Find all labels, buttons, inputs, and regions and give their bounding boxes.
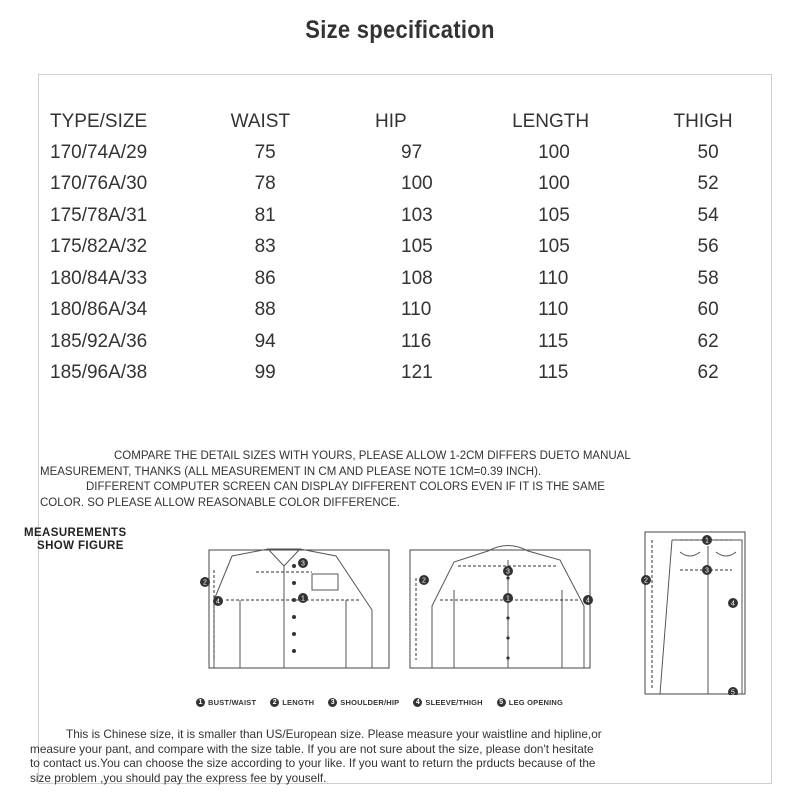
cell-hip: 103 (401, 204, 433, 226)
cell-waist: 94 (254, 330, 276, 352)
table-row (50, 358, 800, 390)
figure-legend (196, 698, 563, 707)
cell-thigh: 60 (697, 299, 719, 321)
cell-waist: 86 (254, 267, 276, 289)
cell-size: 185/92A/36 (50, 330, 148, 352)
header-type-size: TYPE/SIZE (50, 111, 148, 132)
cell-size: 185/96A/38 (50, 362, 148, 384)
note-line: COLOR. SO PLEASE ALLOW REASONABLE COLOR DIFFERENCE. (40, 496, 400, 509)
table-row (50, 326, 800, 358)
pants-outline (660, 537, 742, 694)
cell-length: 115 (538, 330, 569, 352)
header-waist: WAIST (230, 111, 291, 132)
cell-thigh: 50 (697, 141, 719, 163)
cell-hip: 121 (401, 362, 433, 384)
cell-hip: 105 (401, 236, 433, 258)
marker-4-label: 4 (586, 597, 590, 605)
marker-2-label: 2 (644, 577, 648, 585)
cell-length: 110 (538, 267, 569, 289)
cell-thigh: 62 (697, 330, 719, 352)
table-row (50, 169, 800, 201)
legend-item (413, 698, 482, 707)
cell-hip: 110 (401, 299, 432, 321)
legend-item (328, 698, 399, 707)
header-thigh: THIGH (673, 111, 733, 132)
cell-thigh: 56 (697, 236, 719, 258)
legend-item (196, 698, 256, 707)
cell-size: 180/84A/33 (50, 267, 148, 289)
notes-block (40, 449, 770, 511)
note-line: MEASUREMENT, THANKS (ALL MEASUREMENT IN CM AND PLEASE NOTE 1CM=0.39 INCH). (40, 465, 542, 478)
marker-1-label: 1 (301, 595, 305, 603)
legend-number: 1 (196, 698, 205, 707)
marker-2-label: 2 (422, 577, 426, 585)
marker-3-label: 3 (301, 560, 305, 568)
cell-waist: 99 (254, 362, 276, 384)
shirt-pocket (312, 574, 338, 590)
cell-length: 100 (538, 141, 570, 163)
cell-thigh: 52 (697, 173, 719, 195)
table-row (50, 263, 800, 295)
figure-markers (200, 535, 738, 695)
header-length: LENGTH (512, 111, 590, 132)
legend-label: LENGTH (282, 698, 315, 707)
cell-length: 105 (538, 204, 570, 226)
note-line: DIFFERENT COMPUTER SCREEN CAN DISPLAY DIFFERENT COLORS EVEN IF IT IS THE SAME (86, 481, 605, 494)
legend-label: SLEEVE/THIGH (425, 698, 483, 707)
legend-number: 4 (413, 698, 422, 707)
table-row (50, 232, 800, 264)
cell-length: 110 (538, 299, 569, 321)
shirt-buttons (292, 564, 296, 653)
pants-frame (645, 532, 745, 694)
cell-size: 175/82A/32 (50, 236, 148, 258)
cell-waist: 81 (254, 204, 276, 226)
marker-1-label: 1 (506, 595, 510, 603)
measurement-figures (0, 525, 800, 695)
cell-size: 175/78A/31 (50, 204, 148, 226)
table-row (50, 295, 800, 327)
cell-thigh: 54 (697, 204, 719, 226)
legend-number: 2 (270, 698, 279, 707)
cell-size: 170/76A/30 (50, 173, 148, 195)
pants-figure (645, 532, 745, 694)
size-table (50, 107, 800, 389)
cell-hip: 97 (401, 141, 423, 163)
legend-item (270, 698, 314, 707)
jacket-frame (410, 550, 590, 668)
marker-5-label: 5 (731, 689, 735, 695)
footer-line: This is Chinese size, it is smaller than US/European size. Please measure your waistline and hipline,or (66, 727, 602, 741)
shirt-collar (268, 549, 300, 566)
table-row (50, 137, 800, 169)
cell-waist: 75 (254, 141, 276, 163)
shirt-frame (209, 550, 389, 668)
legend-label: SHOULDER/HIP (340, 698, 400, 707)
marker-2-label: 2 (203, 579, 207, 587)
legend-item (497, 698, 563, 707)
footer-line: measure your pant, and compare with the size table. If you are not sure about the size, please don't hesitate (30, 741, 594, 756)
header-hip: HIP (375, 111, 407, 132)
footer-note (30, 727, 790, 785)
table-row (50, 200, 800, 232)
footer-line: to contact us.You can choose the size according to your like. If you want to return the prducts because of the (30, 756, 596, 771)
jacket-figure (410, 546, 590, 669)
marker-1-label: 1 (705, 537, 709, 545)
footer-line: size problem ,you should pay the express fee by youself. (30, 770, 327, 785)
legend-number: 5 (497, 698, 506, 707)
cell-waist: 88 (254, 299, 276, 321)
shirt-figure (209, 549, 389, 668)
legend-number: 3 (328, 698, 337, 707)
pants-pocket (680, 552, 700, 556)
marker-4-label: 4 (216, 598, 220, 606)
note-line: COMPARE THE DETAIL SIZES WITH YOURS, PLEASE ALLOW 1-2CM DIFFERS DUETO MANUAL (114, 450, 631, 462)
cell-length: 100 (538, 173, 570, 195)
cell-size: 180/86A/34 (50, 299, 148, 321)
page-title: Size specification (305, 16, 495, 44)
cell-thigh: 62 (697, 362, 719, 384)
cell-size: 170/74A/29 (50, 141, 148, 163)
cell-waist: 78 (254, 173, 276, 195)
cell-waist: 83 (254, 236, 276, 258)
cell-thigh: 58 (697, 267, 719, 289)
cell-hip: 100 (401, 173, 433, 195)
cell-hip: 116 (401, 330, 432, 352)
marker-4-label: 4 (731, 600, 735, 608)
cell-length: 105 (538, 236, 570, 258)
marker-3-label: 3 (506, 568, 510, 576)
measurements-label-line: MEASUREMENTS (24, 527, 127, 539)
table-header-row (50, 107, 800, 137)
cell-hip: 108 (401, 267, 433, 289)
pants-pocket (716, 552, 736, 556)
legend-label: BUST/WAIST (208, 698, 257, 707)
marker-3-label: 3 (705, 567, 709, 575)
measurements-label-line: SHOW FIGURE (37, 540, 124, 552)
cell-length: 115 (538, 362, 569, 384)
legend-label: LEG OPENING (508, 698, 564, 707)
